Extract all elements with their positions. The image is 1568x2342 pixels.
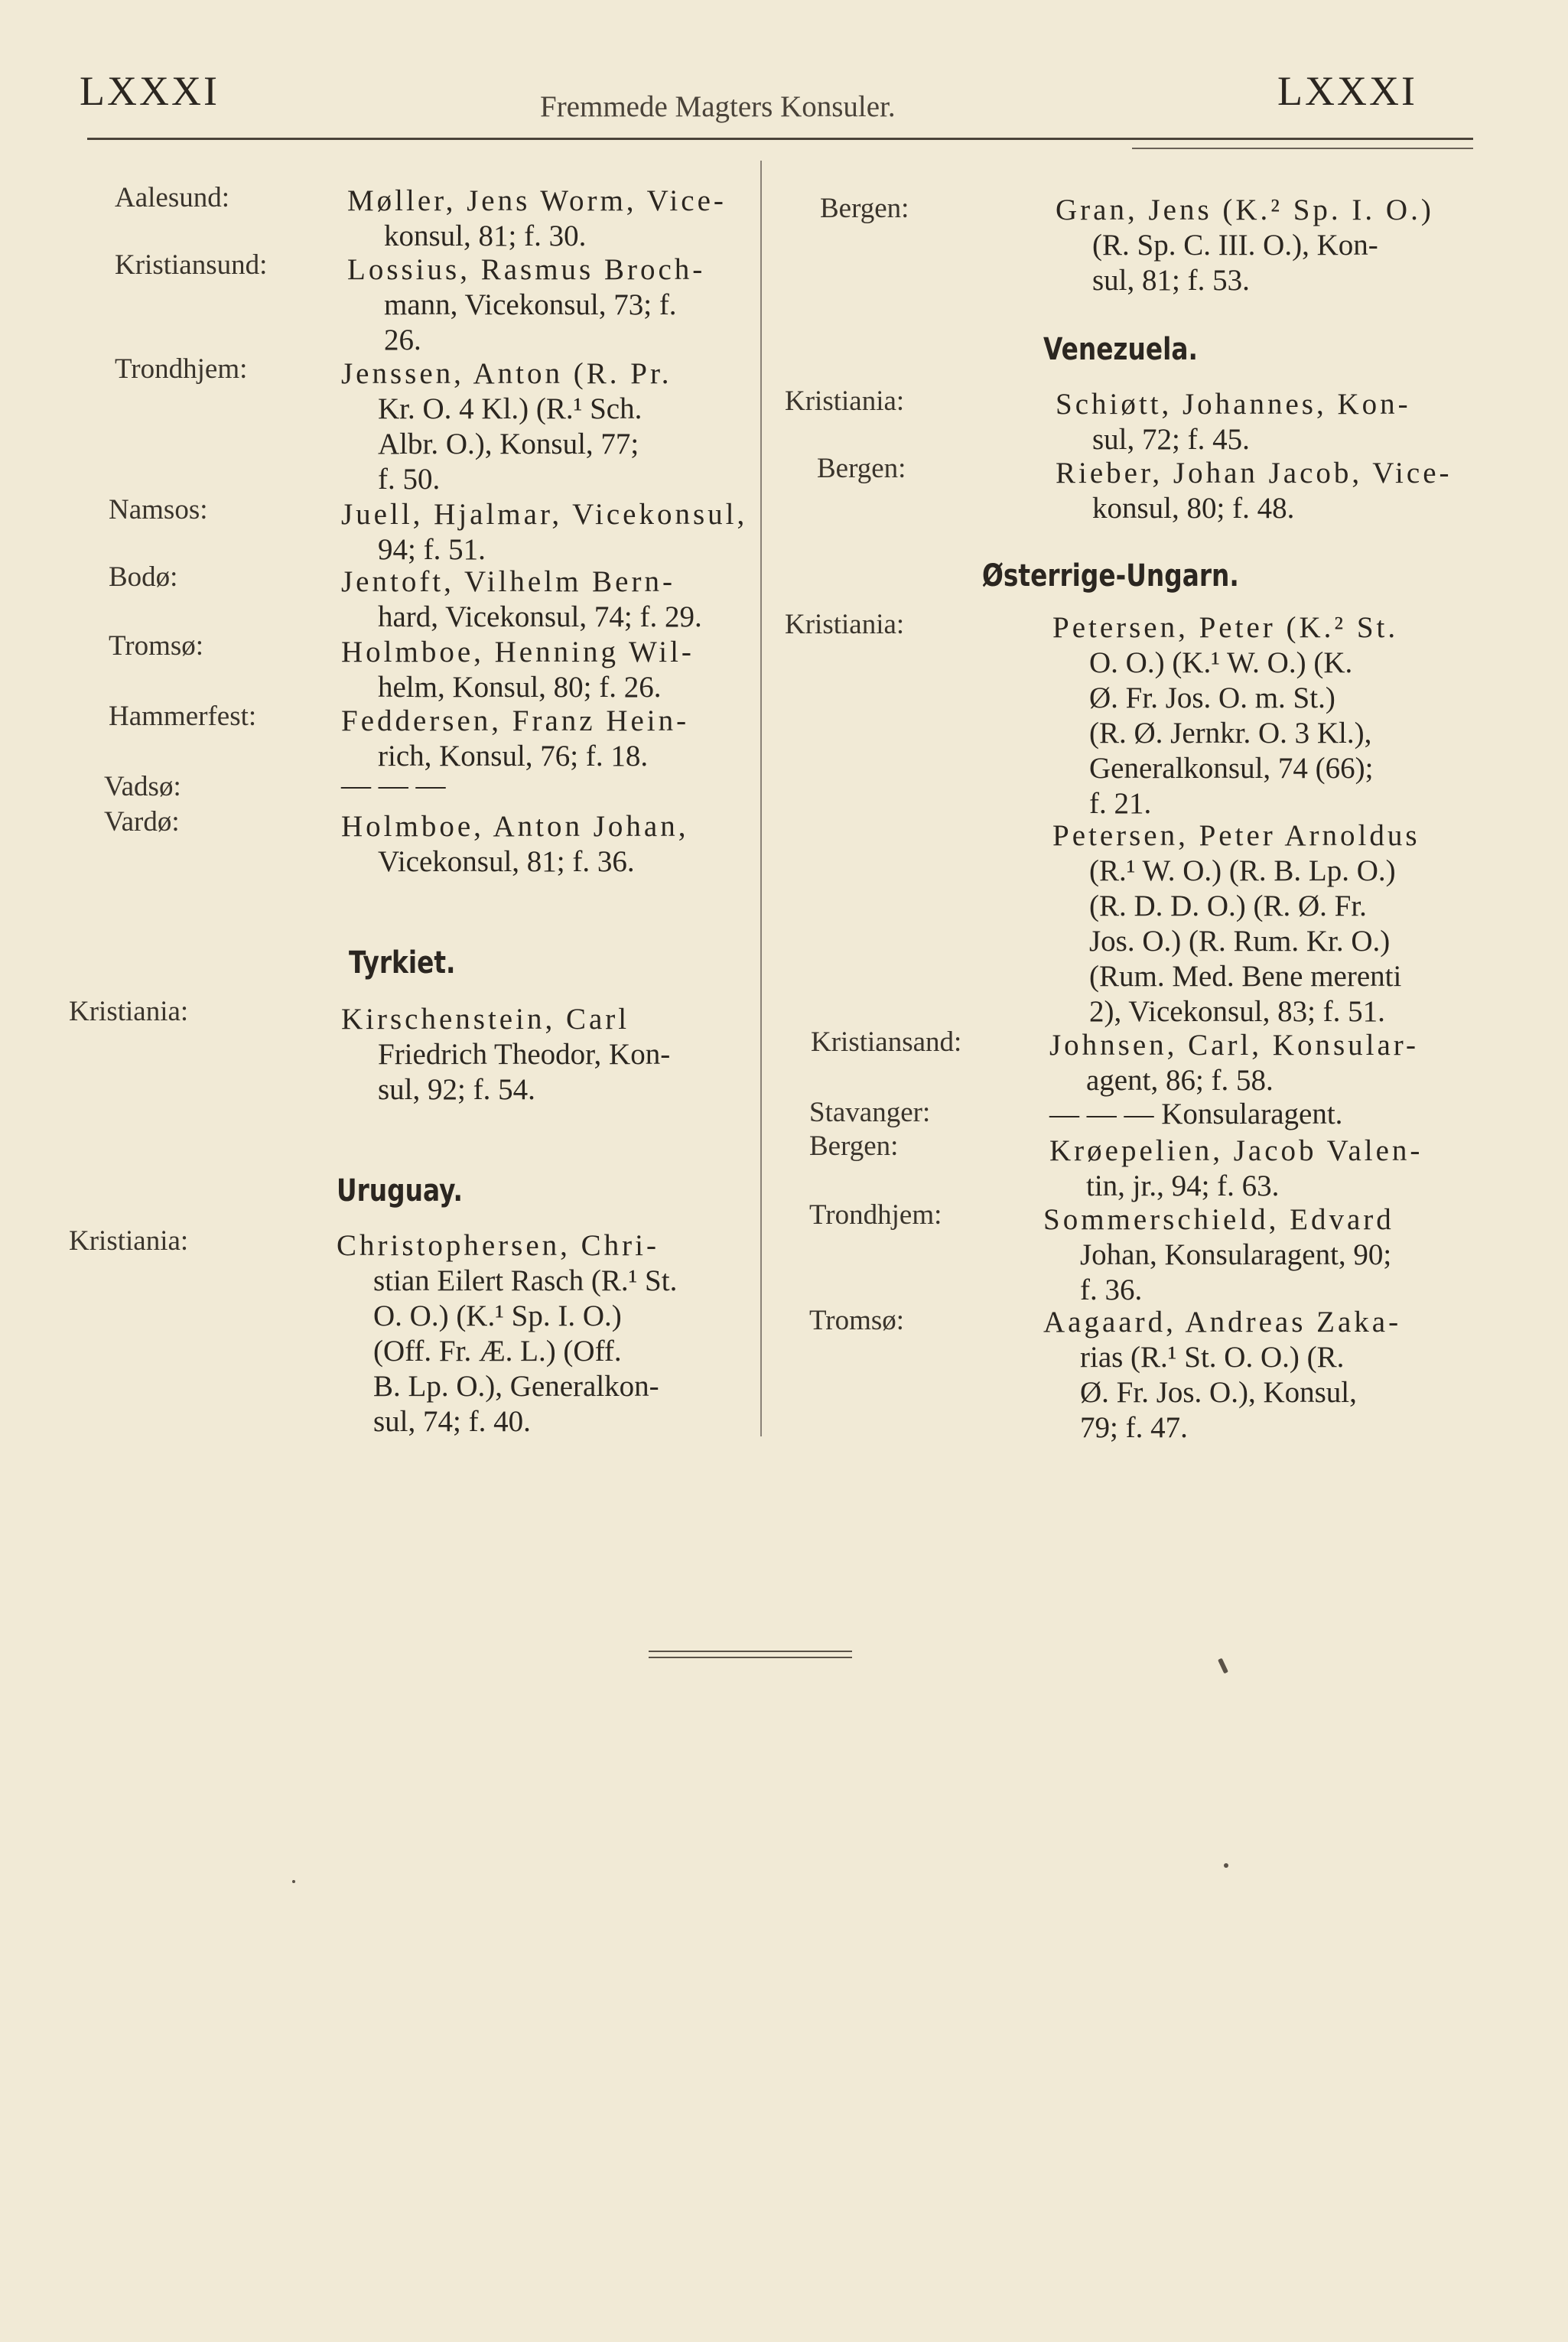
place-label: Namsos: (109, 494, 208, 525)
page-number-right: LXXXI (1277, 68, 1417, 114)
place-label: Tromsø: (109, 630, 204, 662)
section-heading-tyrkiet: Tyrkiet. (349, 945, 456, 981)
section-heading-venezuela: Venezuela. (1043, 332, 1198, 367)
page-number-left: LXXXI (80, 68, 220, 114)
consul-entry: Lossius, Rasmus Broch- mann, Vicekonsul, 73; f. 26. (347, 253, 706, 356)
consul-entry: Johnsen, Carl, Konsular- agent, 86; f. 58. (1049, 1029, 1419, 1097)
consul-entry: Krøepelien, Jacob Valen- tin, jr., 94; f. 63. (1049, 1134, 1423, 1202)
paper-speck (292, 1880, 295, 1883)
consul-entry: Rieber, Johan Jacob, Vice- konsul, 80; f. 48. (1056, 457, 1453, 525)
consul-entry: Møller, Jens Worm, Vice- konsul, 81; f. 30. (347, 184, 727, 252)
place-label: Bergen: (809, 1130, 899, 1162)
header-rule-secondary (1132, 148, 1473, 149)
place-label: Bergen: (817, 453, 906, 484)
consul-entry: Sommerschield, Edvard Johan, Konsularagent, 90; f. 36. (1043, 1203, 1394, 1306)
place-label: Kristiania: (785, 385, 905, 417)
consul-entry: Christophersen, Chri- stian Eilert Rasch (R.¹ St. O. O.) (K.¹ Sp. I. O.) (Off. Fr. Æ. L.) (Off. B. Lp. O.), Generalkon- sul, 74; f. 40. (337, 1229, 678, 1438)
end-double-rule (649, 1651, 852, 1658)
place-label: Kristiania: (69, 996, 189, 1027)
place-label: Kristiansund: (115, 249, 268, 281)
place-label: Vardø: (104, 806, 180, 838)
consul-entry: Juell, Hjalmar, Vicekonsul, 94; f. 51. (341, 498, 748, 566)
place-label: Tromsø: (809, 1305, 905, 1336)
place-label: Stavanger: (809, 1097, 931, 1128)
consul-entry: Schiøtt, Johannes, Kon- sul, 72; f. 45. (1056, 388, 1411, 456)
place-label: Trondhjem: (809, 1199, 942, 1231)
consul-entry: — — — (341, 769, 446, 802)
place-label: Bergen: (820, 193, 909, 224)
place-label: Kristiania: (785, 609, 905, 640)
consul-entry: Aagaard, Andreas Zaka- rias (R.¹ St. O. O.) (R. Ø. Fr. Jos. O.), Konsul, 79; f. 47. (1043, 1306, 1402, 1444)
paper-speck (1224, 1863, 1228, 1868)
place-label: Hammerfest: (109, 701, 257, 732)
header-rule (87, 138, 1473, 140)
place-label: Kristiania: (69, 1225, 189, 1257)
consul-entry: Jentoft, Vilhelm Bern- hard, Vicekonsul, 74; f. 29. (341, 565, 702, 633)
running-title: Fremmede Magters Konsuler. (540, 90, 896, 123)
consul-entry: Jenssen, Anton (R. Pr. Kr. O. 4 Kl.) (R.¹ Sch. Albr. O.), Konsul, 77; f. 50. (341, 357, 672, 496)
section-heading-uruguay: Uruguay. (337, 1173, 463, 1208)
paper-speck (1218, 1658, 1228, 1674)
place-label: Bodø: (109, 561, 178, 593)
place-label: Aalesund: (115, 182, 230, 213)
place-label: Vadsø: (104, 771, 181, 802)
consul-entry: Petersen, Peter Arnoldus (R.¹ W. O.) (R. B. Lp. O.) (R. D. D. O.) (R. Ø. Fr. Jos. O.) (R. Rum. Kr. O.) (Rum. Med. Bene merenti 2), Vicekonsul, 83; f. 51. (1052, 819, 1420, 1028)
column-separator (760, 161, 762, 1436)
section-heading-osterrige-ungarn: Østerrige-Ungarn. (982, 558, 1239, 594)
place-label: Trondhjem: (115, 353, 248, 385)
consul-entry: — — — Konsularagent. (1049, 1098, 1343, 1130)
consul-entry: Holmboe, Anton Johan, Vicekonsul, 81; f. 36. (341, 810, 689, 878)
consul-entry: Petersen, Peter (K.² St. O. O.) (K.¹ W. O.) (K. Ø. Fr. Jos. O. m. St.) (R. Ø. Jernkr. O. 3 Kl.), Generalkonsul, 74 (66); f. 21. (1052, 611, 1399, 820)
place-label: Kristiansand: (811, 1026, 962, 1058)
consul-entry: Holmboe, Henning Wil- helm, Konsul, 80; f. 26. (341, 636, 695, 704)
consul-entry: Gran, Jens (K.² Sp. I. O.) (R. Sp. C. III. O.), Kon- sul, 81; f. 53. (1056, 194, 1434, 297)
consul-entry: Feddersen, Franz Hein- rich, Konsul, 76; f. 18. (341, 704, 690, 773)
consul-entry: Kirschenstein, Carl Friedrich Theodor, Kon- sul, 92; f. 54. (341, 1003, 671, 1106)
